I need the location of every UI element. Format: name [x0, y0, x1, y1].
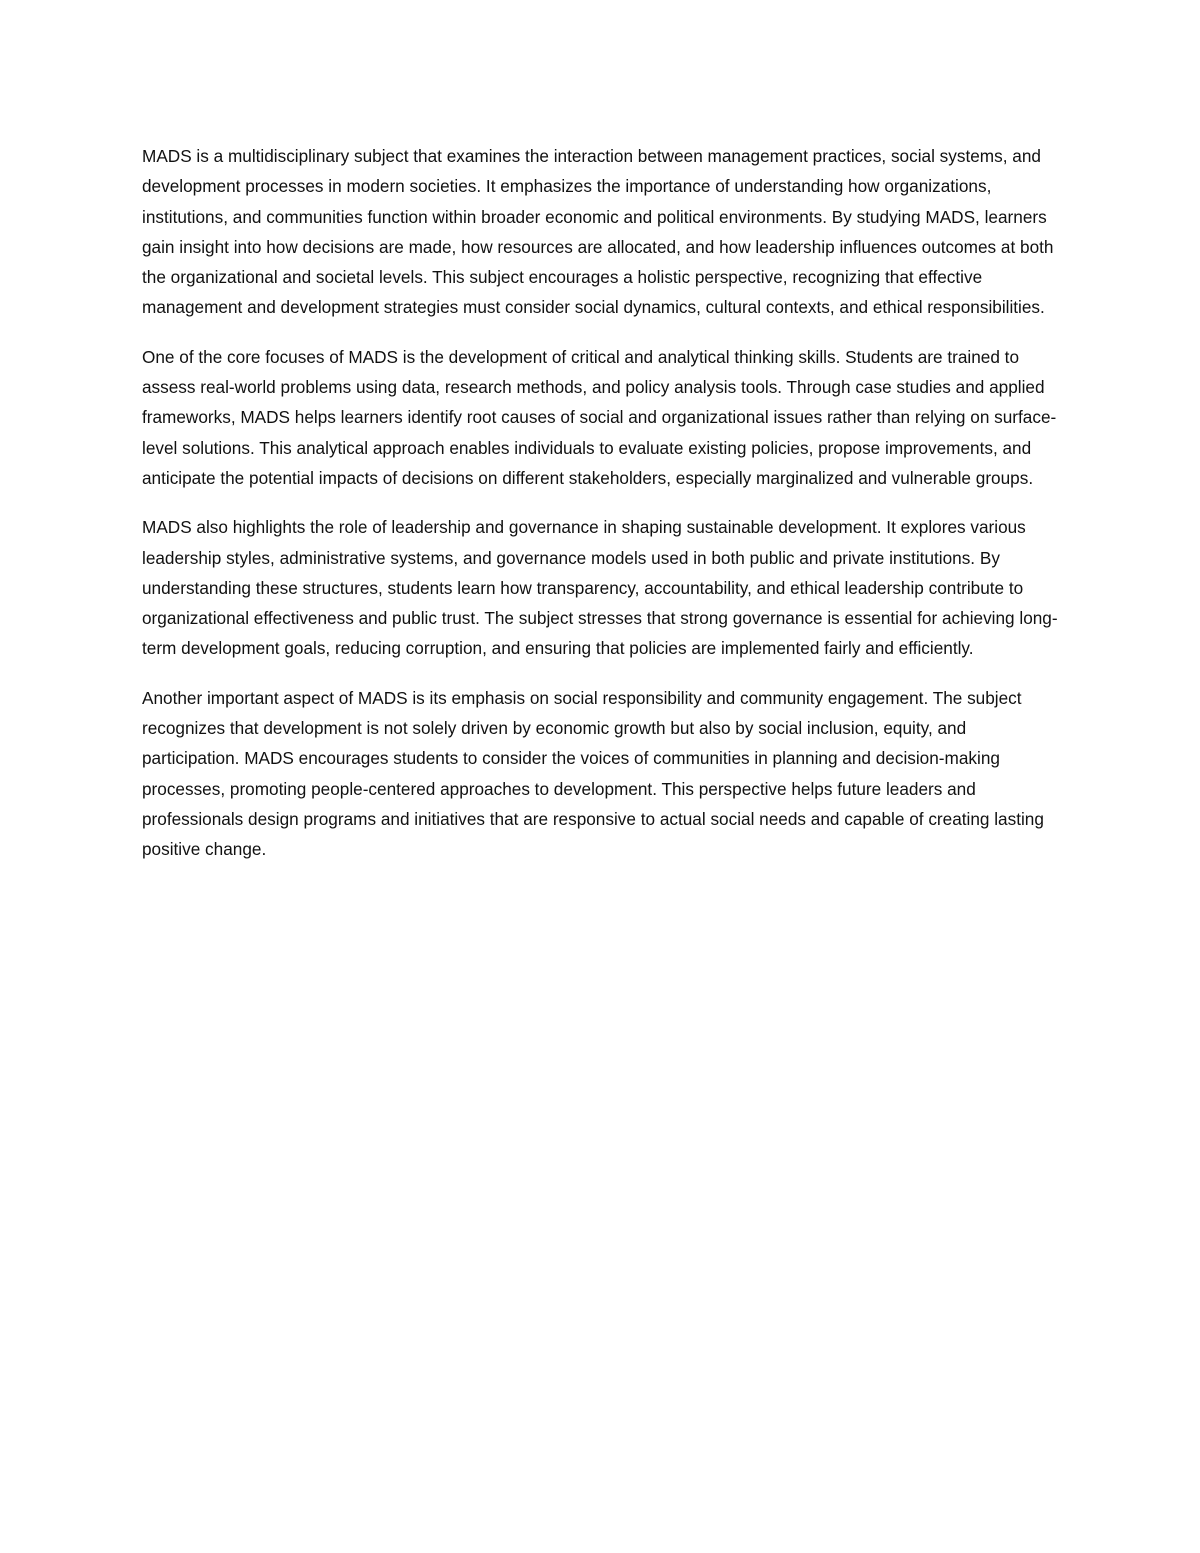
- paragraph-3: MADS also highlights the role of leadership and governance in shaping sustainable development. It explores various leadership styles, administrative systems, and governance models used in both public and private institutions. By understanding these structures, students learn how transparency, accountability, and ethical leadership contribute to organizational effectiveness and public trust. The subject stresses that strong governance is essential for achieving long-term development goals, reducing corruption, and ensuring that policies are implemented fairly and efficiently.: [142, 517, 1058, 659]
- paragraph-2: One of the core focuses of MADS is the development of critical and analytical thinking skills. Students are trained to assess real-world problems using data, research methods, and policy analysis tools. Through case studies and applied frameworks, MADS helps learners identify root causes of social and organizational issues rather than relying on surface-level solutions. This analytical approach enables individuals to evaluate existing policies, propose improvements, and anticipate the potential impacts of decisions on different stakeholders, especially marginalized and vulnerable groups.: [142, 346, 1057, 488]
- paragraph-1: MADS is a multidisciplinary subject that examines the interaction between management practices, social systems, and development processes in modern societies. It emphasizes the importance of understanding how organizations, institutions, and communities function within broader economic and political environments. By studying MADS, learners gain insight into how decisions are made, how resources are allocated, and how leadership influences outcomes at both the organizational and societal levels. This subject encourages a holistic perspective, recognizing that effective management and development strategies must consider social dynamics, cultural contexts, and ethical responsibilities.: [142, 146, 1054, 318]
- paragraph-4: Another important aspect of MADS is its emphasis on social responsibility and community engagement. The subject recognizes that development is not solely driven by economic growth but also by social inclusion, equity, and participation. MADS encourages students to consider the voices of communities in planning and decision-making processes, promoting people-centered approaches to development. This perspective helps future leaders and professionals design programs and initiatives that are responsive to actual social needs and capable of creating lasting positive change.: [142, 687, 1044, 860]
- document-body: [142, 141, 1062, 884]
